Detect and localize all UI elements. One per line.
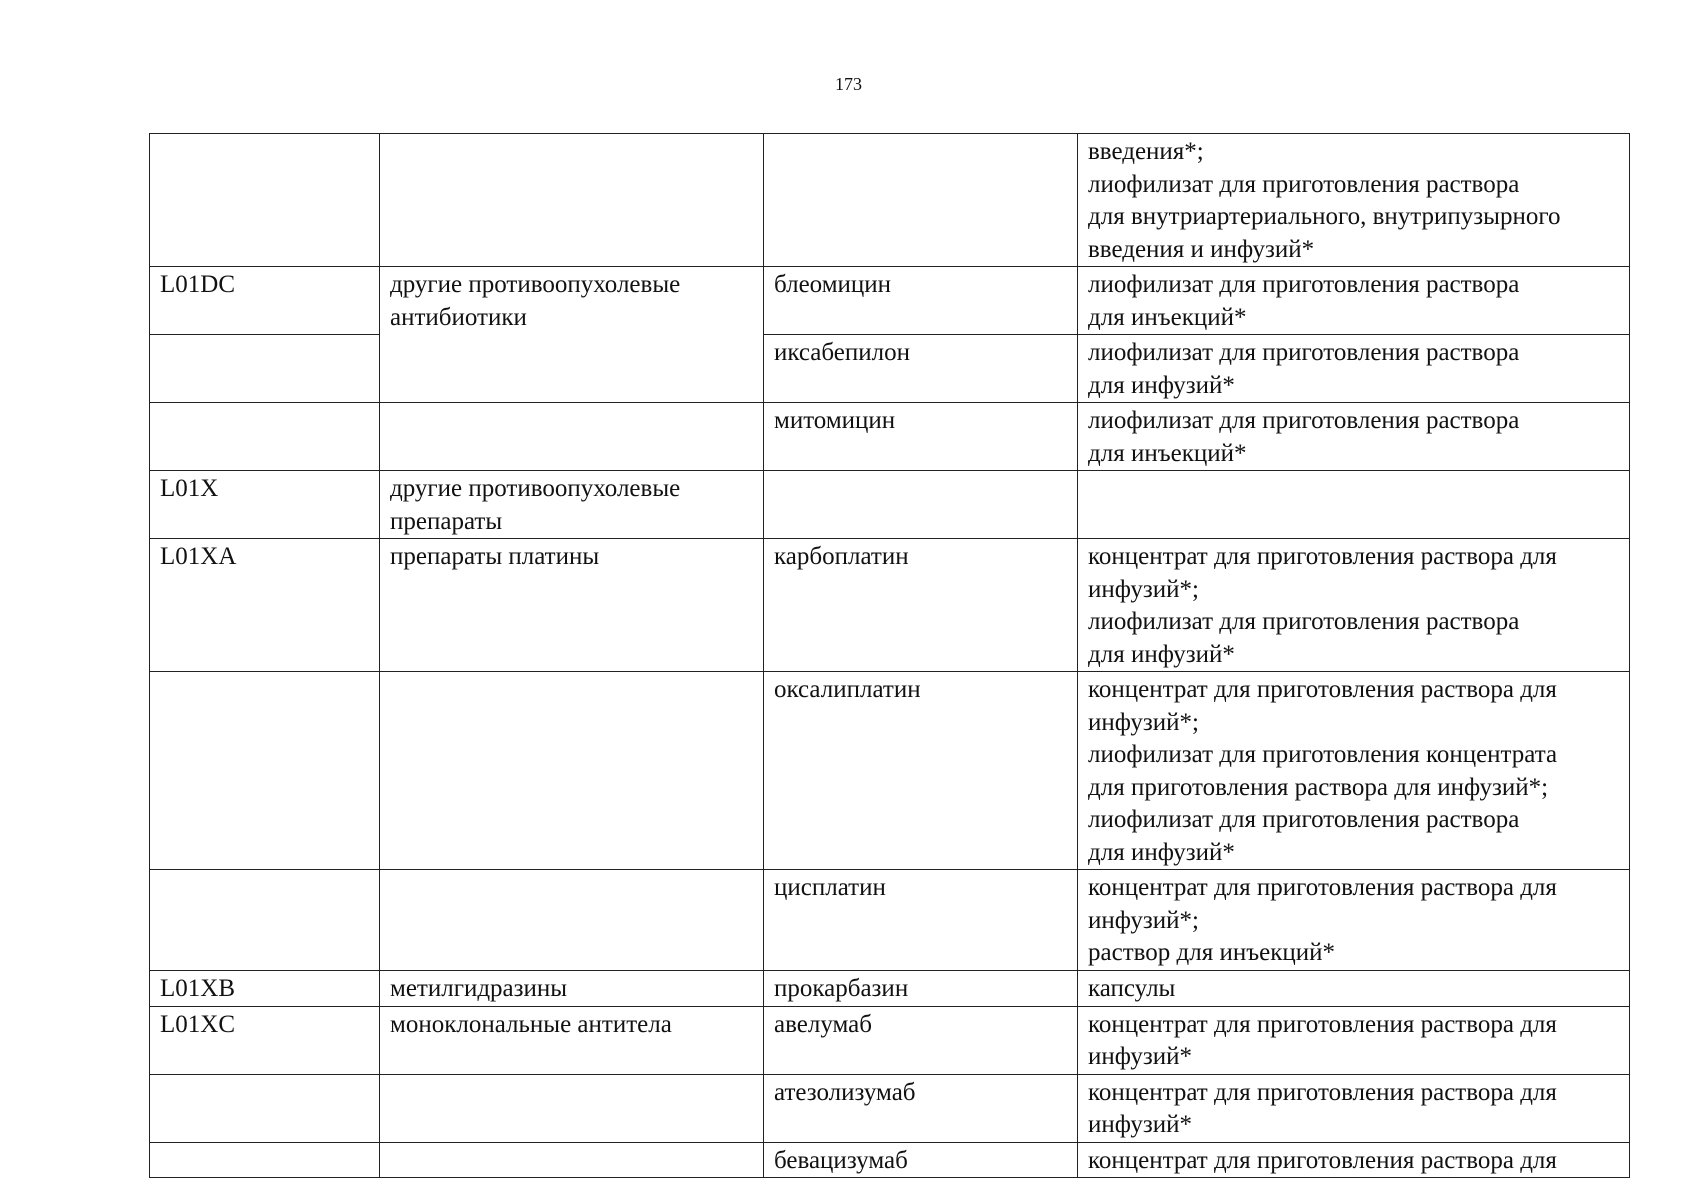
group-cell [380,1074,764,1142]
group-cell: другие противоопухолевые антибиотики [380,267,764,403]
dosage-form-line: для инфузий* [1088,371,1235,399]
table-row [150,1142,1630,1178]
dosage-form-line: введения*; [1088,138,1204,165]
table-row [150,870,1630,971]
dosage-form-line: концентрат для приготовления раствора для [1088,874,1557,901]
dosage-form-line: лиофилизат для приготовления концентрата [1088,741,1558,768]
dosage-form-line: лиофилизат для приготовления раствора [1088,170,1520,198]
dosage-form-cell [1078,1142,1630,1178]
dosage-form-cell [1078,267,1630,335]
dosage-form-line: лиофилизат для приготовления раствора [1088,608,1520,635]
dosage-form-line: лиофилизат для приготовления раствора [1088,407,1520,434]
atc-code-cell [150,672,380,870]
dosage-form-line: лиофилизат для приготовления раствора [1088,806,1520,833]
atc-code-cell [150,403,380,471]
dosage-form-cell [1078,672,1630,870]
dosage-form-line: для внутриартериального, внутрипузырного [1088,203,1561,230]
drug-name-cell: блеомицин [764,267,1078,335]
drug-name-cell: иксабепилон [764,335,1078,403]
atc-code-cell [150,134,380,267]
drug-name-cell: авелумаб [764,1006,1078,1074]
group-cell: другие противоопухолевые препараты [380,471,764,539]
dosage-form-cell [1078,1074,1630,1142]
table-row [150,267,1630,335]
drug-name-cell: бевацизумаб [764,1142,1078,1178]
dosage-form-line: концентрат для приготовления раствора для [1088,1010,1557,1038]
atc-code-cell [150,335,380,403]
table-row [150,672,1630,870]
group-cell: метилгидразины [380,970,764,1006]
group-cell [380,134,764,267]
table-row [150,335,1630,403]
group-cell [380,672,764,870]
group-cell [380,1142,764,1178]
table-row [150,539,1630,672]
dosage-form-line: для приготовления раствора для инфузий*; [1088,773,1549,801]
dosage-form-line: раствор для инъекций* [1088,939,1336,966]
group-cell: препараты платины [380,539,764,672]
dosage-form-line: инфузий* [1088,1043,1192,1070]
dosage-form-line: введения и инфузий* [1088,235,1315,263]
dosage-form-line: для инфузий* [1088,640,1235,668]
dosage-form-cell [1078,970,1630,1006]
dosage-form-cell [1078,539,1630,672]
atc-code-cell [150,1074,380,1142]
dosage-form-cell [1078,471,1630,539]
atc-code-cell: L01DC [150,267,380,335]
drug-name-cell [764,134,1078,267]
dosage-form-line: лиофилизат для приготовления раствора [1088,271,1520,298]
dosage-form-line: концентрат для приготовления раствора для [1088,1078,1557,1106]
dosage-form-line: концентрат для приготовления раствора для [1088,1146,1557,1174]
dosage-form-line: для инфузий* [1088,838,1235,866]
table-row [150,1074,1630,1142]
drug-name-cell: цисплатин [764,870,1078,971]
dosage-form-line: лиофилизат для приготовления раствора [1088,339,1520,366]
dosage-form-cell [1078,403,1630,471]
group-cell: моноклональные антитела [380,1006,764,1074]
atc-code-cell: L01XB [150,970,380,1006]
drug-table [149,133,1630,1178]
atc-code-cell [150,870,380,971]
dosage-form-line: инфузий*; [1088,575,1199,603]
dosage-form-line: концентрат для приготовления раствора для [1088,676,1557,703]
group-cell [380,870,764,971]
atc-code-cell: L01X [150,471,380,539]
page-number: 173 [835,74,862,94]
drug-name-cell: атезолизумаб [764,1074,1078,1142]
dosage-form-line: для инъекций* [1088,303,1247,331]
atc-code-cell: L01XA [150,539,380,672]
table-row [150,403,1630,471]
dosage-form-line: для инъекций* [1088,439,1247,467]
drug-name-cell: прокарбазин [764,970,1078,1006]
table-row [150,970,1630,1006]
table-row [150,1006,1630,1074]
dosage-form-line: концентрат для приготовления раствора для [1088,543,1557,570]
dosage-form-cell [1078,134,1630,267]
dosage-form-line: инфузий* [1088,1111,1192,1138]
drug-name-cell: митомицин [764,403,1078,471]
dosage-form-line: инфузий*; [1088,906,1199,934]
table-row [150,471,1630,539]
drug-name-cell: карбоплатин [764,539,1078,672]
dosage-form-cell [1078,335,1630,403]
group-cell [380,403,764,471]
drug-name-cell [764,471,1078,539]
atc-code-cell: L01XC [150,1006,380,1074]
dosage-form-cell [1078,1006,1630,1074]
dosage-form-line: капсулы [1088,974,1176,1002]
dosage-form-line: инфузий*; [1088,708,1199,736]
drug-name-cell: оксалиплатин [764,672,1078,870]
dosage-form-cell [1078,870,1630,971]
table-row [150,134,1630,267]
atc-code-cell [150,1142,380,1178]
